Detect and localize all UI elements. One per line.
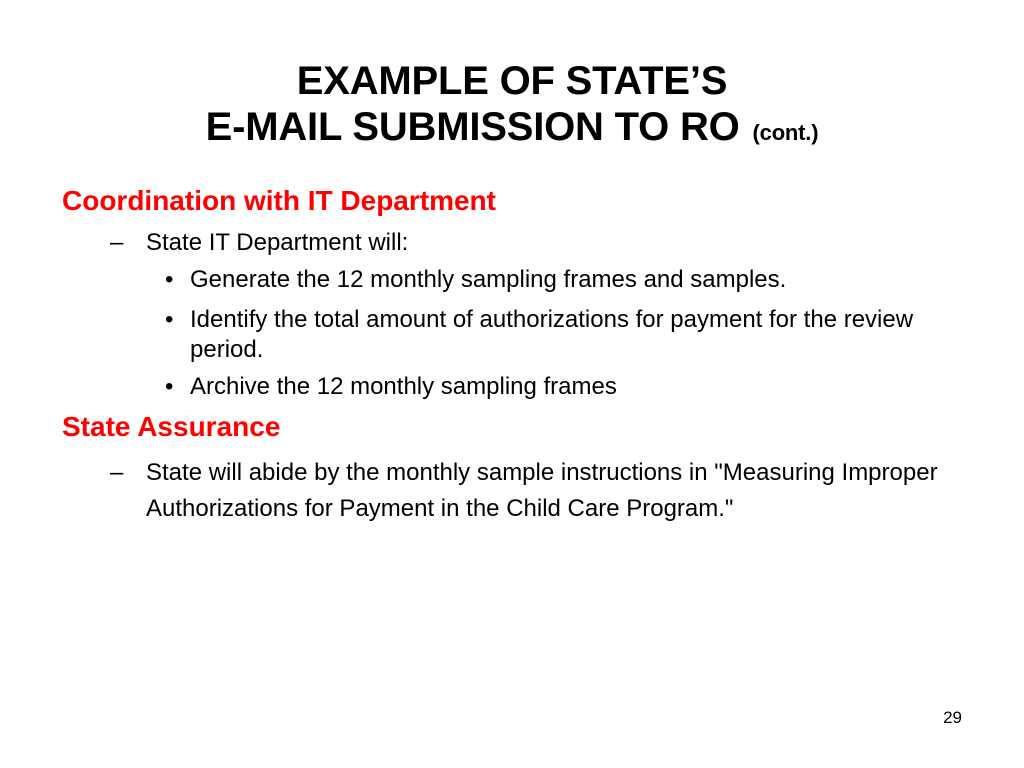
bullet-item-identify — [165, 305, 965, 365]
bullet-item-text: Identify the total amount of authorizations for payment for the review period. — [190, 306, 914, 363]
slide-title — [0, 58, 1024, 156]
section-heading-assurance: State Assurance — [62, 411, 281, 442]
dash-marker: – — [110, 459, 124, 486]
bullet-item-text: Archive the 12 monthly sampling frames — [190, 373, 617, 400]
bullet-marker: • — [165, 266, 174, 293]
section-heading-coordination: Coordination with IT Department — [62, 185, 496, 216]
dash-item-state-assurance — [110, 455, 970, 527]
page-number: 29 — [943, 708, 962, 727]
bullet-marker: • — [165, 373, 174, 400]
title-line-2 — [0, 104, 1024, 156]
dash-marker: – — [110, 229, 124, 256]
title-line-1: EXAMPLE OF STATE’S — [296, 59, 728, 103]
title-suffix: (cont.) — [752, 120, 819, 145]
bullet-item-text: Generate the 12 monthly sampling frames and samples. — [190, 266, 787, 293]
dash-item-text: State IT Department will: — [146, 229, 409, 256]
bullet-marker: • — [165, 306, 174, 333]
dash-item-it-department — [110, 225, 970, 261]
dash-item-text: State will abide by the monthly sample instructions in "Measuring Improper Authorizations for Payment in the Child Care Program." — [146, 459, 938, 522]
bullet-item-archive — [165, 372, 965, 402]
bullet-item-generate — [165, 265, 965, 295]
title-line-2-text: E-MAIL SUBMISSION TO RO — [205, 105, 740, 149]
